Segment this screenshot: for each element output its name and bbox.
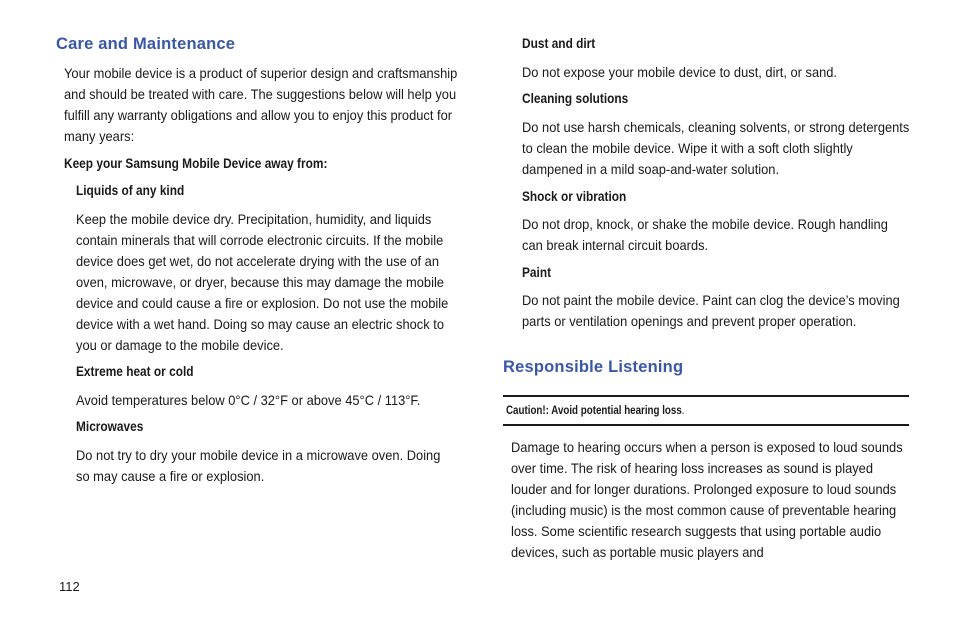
dust-dirt-title: Dust and dirt: [522, 36, 596, 51]
responsible-listening-heading: Responsible Listening: [503, 358, 684, 376]
microwaves-title: Microwaves: [76, 419, 144, 434]
caution-text: [506, 404, 685, 418]
liquids-body: Keep the mobile device dry. Precipitation, humidity, and liquids contain minerals that will corrode electronic circuits. If the mobile device does get wet, do not accelerate drying with the use of an oven, microwave, or dryer, because this may damage the mobile device and could cause a fire or explosion. Do not use the mobile device with a wet hand. Doing so may cause an electric shock to you or damage to the mobile device.: [76, 211, 449, 353]
caution-box: [503, 395, 909, 426]
caution-tail: .: [681, 405, 685, 417]
caution-bold: Caution!: Avoid potential hearing loss: [506, 405, 682, 417]
microwaves-body: Do not try to dry your mobile device in a microwave oven. Doing so may cause a fire or explosion.: [76, 447, 441, 484]
keep-away-label: Keep your Samsung Mobile Device away from:: [64, 156, 328, 171]
cleaning-body: Do not use harsh chemicals, cleaning solvents, or strong detergents to clean the mobile device. Wipe it with a soft cloth slightly dampened in a mild soap-and-water solution.: [522, 119, 910, 177]
heat-cold-body: Avoid temperatures below 0°C / 32°F or above 45°C / 113°F.: [76, 392, 421, 408]
paint-title: Paint: [522, 265, 552, 280]
care-maintenance-heading: Care and Maintenance: [56, 35, 236, 53]
dust-dirt-body: Do not expose your mobile device to dust, dirt, or sand.: [522, 64, 838, 80]
heat-cold-title: Extreme heat or cold: [76, 364, 194, 379]
cleaning-title: Cleaning solutions: [522, 91, 629, 106]
page-number: 112: [59, 579, 80, 594]
shock-title: Shock or vibration: [522, 189, 627, 204]
paint-body: Do not paint the mobile device. Paint can clog the device’s moving parts or ventilation openings and prevent proper operation.: [522, 292, 900, 329]
intro-paragraph: Your mobile device is a product of superior design and craftsmanship and should be treated with care. The suggestions below will help you fulfill any warranty obligations and allow you to enjoy this product for many years:: [64, 65, 458, 144]
hearing-body: Damage to hearing occurs when a person is exposed to loud sounds over time. The risk of hearing loss increases as sound is played louder and for longer durations. Prolonged exposure to loud sounds (including music) is the most common cause of preventable hearing loss. Some scientific research suggests that using portable audio devices, such as portable music players and: [511, 439, 903, 560]
liquids-title: Liquids of any kind: [76, 183, 185, 198]
shock-body: Do not drop, knock, or shake the mobile device. Rough handling can break internal circuit boards.: [522, 216, 888, 253]
